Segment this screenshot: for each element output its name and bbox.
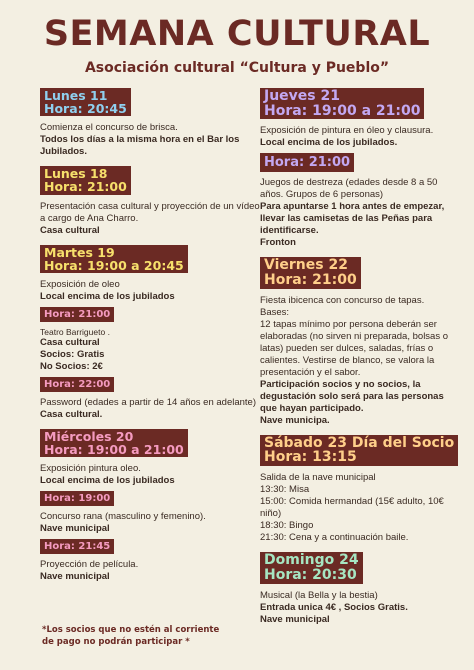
event-description: Comienza el concurso de brisca. (40, 122, 178, 134)
day-header (260, 88, 424, 119)
event-location: Todos los días a la misma hora en el Bar los Jubilados. (40, 134, 240, 158)
event-description: Musical (la Bella y la bestia) (260, 589, 378, 601)
day-header (260, 552, 363, 583)
day-label: Lunes 11 (44, 88, 108, 103)
time-label: Hora: 13:15 (264, 449, 357, 466)
event-location: Casa cultural (40, 224, 100, 236)
event-lunes-11 (40, 84, 262, 158)
rules-heading: Bases: (260, 306, 290, 318)
event-viernes-22 (260, 253, 450, 426)
time-label: Hora: 20:30 (264, 566, 357, 583)
day-label: Martes 19 (44, 244, 115, 260)
time-label: Hora: 19:00 a 20:45 (44, 257, 184, 273)
time-label: Hora: 19:00 a 21:00 (44, 441, 184, 457)
event-location: Local encima de los jubilados. (260, 137, 398, 149)
event-location: Local encima de los jubilados (40, 475, 175, 486)
day-label: Viernes 22 (264, 257, 348, 274)
schedule-item: 18:30: Bingo (260, 520, 314, 532)
day-header (40, 429, 188, 457)
event-price: Entrada unica 4€ , Socios Gratis. (260, 601, 408, 613)
time-badge: Hora: 22:00 (40, 377, 114, 392)
event-miercoles-20 (40, 425, 262, 583)
event-location: Nave municipal (260, 613, 330, 625)
schedule-item: 21:30: Cena y a continuación baile. (260, 532, 409, 544)
event-note: Para apuntarse 1 hora antes de empezar, llevar las camisetas de las Peñas para identificarse. (260, 201, 445, 237)
price-non-members: No Socios: 2€ (40, 360, 103, 372)
footer-note: *Los socios que no estén al corriente de pago no podrán participar * (42, 625, 220, 647)
event-description: Teatro Barrigueto . (40, 326, 110, 337)
time-label: Hora: 19:00 a 21:00 (264, 102, 421, 119)
event-jueves-21 (260, 84, 450, 249)
time-badge: Hora: 21:00 (260, 153, 354, 172)
time-label: Hora: 21:00 (44, 179, 127, 195)
event-description: Exposición de pintura en óleo y clausura. (260, 125, 434, 137)
day-header (40, 166, 131, 194)
day-label: Lunes 18 (44, 166, 108, 182)
right-column (260, 84, 455, 630)
event-location: Casa cultural (40, 336, 100, 348)
page-subtitle: Asociación cultural “Cultura y Pueblo” (84, 60, 390, 76)
event-martes-19 (40, 241, 262, 421)
event-location: Nave municipal (40, 523, 110, 534)
event-description: Exposición pintura oleo. (40, 463, 141, 474)
price-members: Socios: Gratis (40, 348, 105, 360)
schedule-item: 15:00: Comida hermandad (15€ adulto, 10€ niño) (260, 496, 444, 520)
time-label: Hora: 20:45 (44, 101, 127, 117)
event-location: Local encima de los jubilados (40, 290, 175, 302)
day-label: Sábado 23 Día del Socio (264, 434, 455, 451)
event-note: Participación socios y no socios, la degustación solo será para las personas que hayan participado. (260, 378, 444, 414)
day-header (260, 435, 458, 466)
event-description: Concurso rana (masculino y femenino). (40, 511, 206, 522)
event-description: Juegos de destreza (edades desde 8 a 50 años. Grupos de 6 personas) (260, 177, 438, 201)
schedule-item: Salida de la nave municipal (260, 472, 376, 484)
page-title: SEMANA CULTURAL (43, 14, 431, 54)
left-column (40, 84, 262, 587)
event-location: Nave municipa. (260, 414, 330, 426)
time-label: Hora: 21:00 (264, 272, 357, 289)
event-sabado-23 (260, 431, 455, 544)
day-header (40, 245, 188, 273)
day-label: Jueves 21 (264, 88, 340, 104)
time-badge: Hora: 21:45 (40, 539, 114, 554)
day-header (260, 257, 361, 288)
day-label: Miércoles 20 (44, 428, 134, 444)
event-location: Casa cultural. (40, 408, 103, 420)
schedule-item: 13:30: Misa (260, 484, 310, 496)
event-description: Presentación casa cultural y proyección de un vídeo a cargo de Ana Charro. (40, 200, 260, 224)
day-header (40, 88, 131, 116)
day-label: Domingo 24 (264, 552, 359, 569)
event-description: Exposición de oleo (40, 278, 120, 290)
event-description: Password (edades a partir de 14 años en adelante) (40, 396, 256, 408)
event-lunes-18 (40, 162, 262, 236)
event-location: Nave municipal (40, 571, 110, 582)
event-description: Fiesta ibicenca con concurso de tapas. (260, 294, 425, 306)
event-domingo-24 (260, 548, 450, 625)
time-badge: Hora: 21:00 (40, 307, 114, 322)
time-badge: Hora: 19:00 (40, 491, 114, 506)
rules-text: 12 tapas mínimo por persona deberán ser elaboradas (no sirven ni preparada, bolsas o latas) pueden ser dulces, saladas, frías o calientes. Vestirse de blanco, se valora la presentación y el sabor. (260, 318, 449, 378)
event-description: Proyección de película. (40, 559, 139, 570)
event-location: Fronton (260, 237, 296, 249)
